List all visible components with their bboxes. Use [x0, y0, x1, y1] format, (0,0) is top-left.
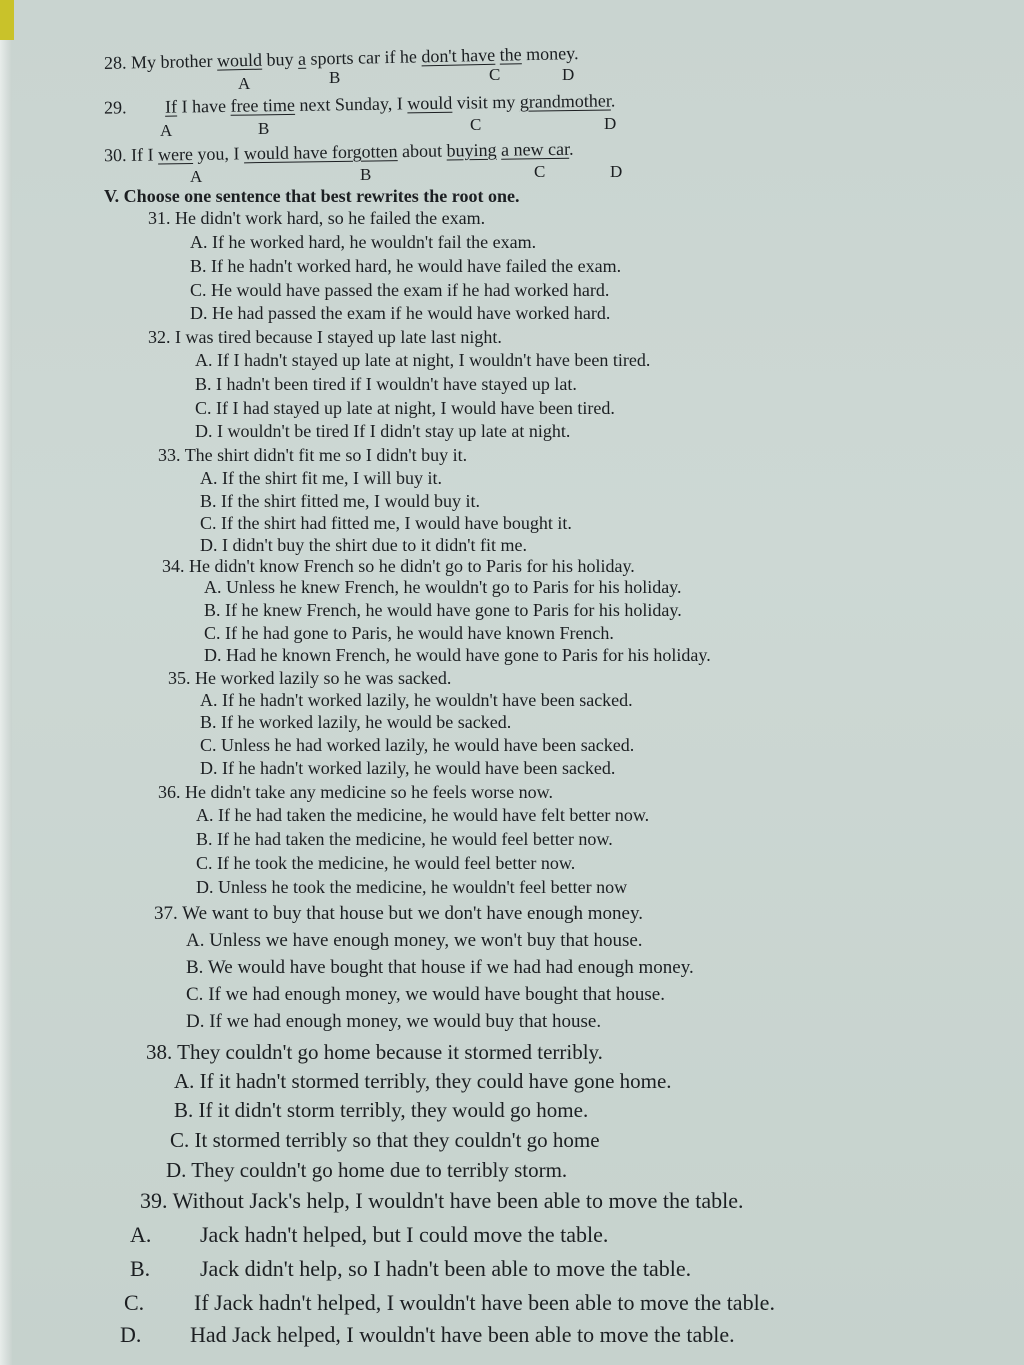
option-35c [200, 735, 634, 756]
underlined-b: a [297, 48, 307, 69]
question-number: 39. [140, 1188, 168, 1213]
option-36c [196, 853, 575, 874]
option-35a [200, 690, 633, 711]
underlined-b: would have forgotten [243, 141, 398, 164]
option-36a [196, 805, 649, 826]
text-segment: money. [521, 43, 579, 65]
underlined-a: were [157, 144, 194, 165]
option-letter: D. [190, 303, 208, 323]
question-34 [162, 556, 635, 577]
question-32 [148, 327, 502, 348]
option-letter: B. [186, 957, 204, 978]
option-text: If we had enough money, we would buy that house. [209, 1011, 602, 1032]
option-39b [130, 1256, 691, 1282]
option-letter: B. [130, 1256, 151, 1281]
option-text: I wouldn't be tired If I didn't stay up late at night. [217, 421, 571, 441]
option-text: Unless he took the medicine, he wouldn't feel better now [218, 877, 628, 897]
option-text: If he had gone to Paris, he would have known French. [225, 623, 614, 643]
option-39c [124, 1290, 775, 1316]
option-33b [200, 491, 480, 512]
option-letter: A. [200, 690, 218, 710]
option-text: It stormed terribly so that they couldn't go home [194, 1128, 600, 1152]
option-text: If he hadn't worked lazily, he wouldn't have been sacked. [222, 690, 633, 710]
option-letter: C. [195, 398, 212, 418]
option-text: I didn't buy the shirt due to it didn't fit me. [222, 535, 527, 555]
error-item-28 [104, 43, 579, 74]
section-title: V. Choose one sentence that best rewrites the root one. [104, 186, 520, 206]
option-34b [204, 600, 682, 621]
option-letter: C. [200, 735, 217, 755]
option-32b [195, 374, 577, 395]
option-text: If we had enough money, we would have bought that house. [208, 984, 665, 1005]
text-segment: about [397, 140, 447, 162]
option-letter: A. [174, 1069, 195, 1093]
option-38d [166, 1158, 567, 1183]
option-letter: D. [186, 1011, 205, 1032]
option-text: We would have bought that house if we had had enough money. [207, 957, 694, 978]
option-33c [200, 513, 572, 534]
option-letter: D. [204, 645, 222, 665]
question-text: We want to buy that house but we don't have enough money. [182, 903, 643, 924]
option-text: If he hadn't worked lazily, he would have been sacked. [222, 758, 616, 778]
item-number: 28. [103, 52, 127, 73]
option-39d [120, 1322, 735, 1348]
option-letter: B. [200, 712, 217, 732]
option-letter: D. [196, 877, 214, 897]
option-text: Unless he knew French, he wouldn't go to Paris for his holiday. [226, 577, 682, 597]
option-31b [190, 256, 621, 277]
option-letter: A. [190, 232, 208, 252]
option-letter: B. [200, 491, 217, 511]
question-text: I was tired because I stayed up late last night. [175, 327, 502, 347]
option-text: Unless we have enough money, we won't buy that house. [209, 930, 643, 951]
option-text: They couldn't go home due to terribly storm. [191, 1158, 568, 1182]
text-segment: buy [261, 48, 299, 70]
underlined-c: buying [446, 139, 497, 161]
question-text: He worked lazily so he was sacked. [195, 668, 452, 688]
option-text: If the shirt fit me, I will buy it. [222, 468, 442, 488]
option-34d [204, 645, 711, 666]
option-text: He had passed the exam if he would have worked hard. [212, 303, 611, 323]
option-36b [196, 829, 613, 850]
question-number: 37. [154, 903, 178, 924]
option-text: If he had taken the medicine, he would have felt better now. [218, 805, 650, 825]
option-letter: A. [200, 468, 218, 488]
label-d: D [604, 114, 617, 133]
text-segment: My brother [130, 50, 218, 73]
option-33d [200, 535, 527, 556]
label-a: A [190, 167, 203, 186]
question-number: 32. [148, 327, 171, 347]
option-32a [195, 350, 650, 371]
option-39a [130, 1222, 608, 1248]
option-35b [200, 712, 511, 733]
option-31a [190, 232, 536, 253]
text-segment: I have [176, 95, 231, 117]
option-letter: B. [196, 829, 213, 849]
option-32d [195, 421, 570, 442]
option-text: If he worked lazily, he would be sacked. [221, 712, 512, 732]
option-text: If the shirt fitted me, I would buy it. [221, 491, 480, 511]
text-segment: . [610, 90, 616, 111]
item-number: 29. [103, 97, 127, 118]
label-b: B [258, 119, 270, 138]
option-text: I hadn't been tired if I wouldn't have stayed up lat. [216, 374, 577, 394]
option-38a [174, 1069, 672, 1094]
option-37d [186, 1011, 601, 1033]
option-text: Had he known French, he would have gone to Paris for his holiday. [226, 645, 711, 665]
error-item-30 [104, 139, 574, 167]
option-text: If he hadn't worked hard, he would have failed the exam. [211, 256, 622, 276]
underlined-b: free time [230, 94, 296, 116]
option-text: If the shirt had fitted me, I would have bought it. [221, 513, 572, 533]
underlined-a: would [216, 49, 263, 71]
item-number: 30. [103, 144, 127, 166]
page-edge [0, 0, 12, 1365]
question-37 [154, 903, 643, 925]
text-segment: next Sunday, I [294, 93, 408, 115]
option-letter: C. [186, 984, 204, 1005]
question-text: Without Jack's help, I wouldn't have been able to move the table. [172, 1188, 744, 1213]
underlined-c: don't have [421, 44, 496, 67]
label-d: D [610, 162, 623, 181]
text-segment: visit my [452, 91, 520, 113]
label-c: C [470, 115, 482, 134]
option-letter: D. [200, 535, 218, 555]
option-letter: C. [170, 1128, 190, 1152]
option-32c [195, 398, 615, 419]
question-number: 35. [168, 668, 191, 688]
option-text: If he took the medicine, he would feel better now. [217, 853, 576, 873]
option-text: Had Jack helped, I wouldn't have been able to move the table. [190, 1322, 735, 1347]
option-letter: D. [195, 421, 213, 441]
question-number: 38. [146, 1040, 173, 1064]
question-number: 36. [158, 782, 181, 802]
label-c: C [534, 162, 546, 181]
question-text: They couldn't go home because it stormed terribly. [177, 1040, 603, 1064]
option-letter: C. [196, 853, 213, 873]
question-text: He didn't work hard, so he failed the exam. [175, 208, 486, 228]
label-c: C [489, 65, 501, 84]
label-a: A [160, 121, 173, 140]
option-38c [170, 1128, 600, 1153]
option-letter: B. [195, 374, 212, 394]
option-letter: B. [174, 1098, 194, 1122]
option-36d [196, 877, 627, 898]
underlined-a: If [164, 96, 178, 117]
question-31 [148, 208, 485, 229]
question-39 [140, 1188, 744, 1214]
label-b: B [329, 68, 341, 87]
option-text: If I hadn't stayed up late at night, I wouldn't have been tired. [217, 350, 651, 370]
option-text: If he worked hard, he wouldn't fail the exam. [212, 232, 537, 252]
option-38b [174, 1098, 588, 1123]
option-31c [190, 280, 609, 301]
question-36 [158, 782, 553, 803]
option-text: If it didn't storm terribly, they would go home. [198, 1098, 589, 1122]
option-letter: B. [204, 600, 221, 620]
option-letter: C. [204, 623, 221, 643]
option-letter: A. [196, 805, 214, 825]
error-item-29 [104, 90, 616, 118]
question-33 [158, 445, 467, 466]
option-text: If it hadn't stormed terribly, they could have gone home. [199, 1069, 672, 1093]
option-35d [200, 758, 615, 779]
option-letter: A. [130, 1222, 152, 1247]
option-text: If he had taken the medicine, he would feel better now. [217, 829, 613, 849]
text-segment: If I [130, 144, 159, 165]
option-letter: A. [195, 350, 213, 370]
label-d: D [562, 65, 575, 84]
option-text: If Jack hadn't helped, I wouldn't have been able to move the table. [194, 1290, 775, 1315]
underlined-c: would [407, 92, 453, 114]
question-number: 34. [162, 556, 185, 576]
question-35 [168, 668, 451, 689]
option-text: He would have passed the exam if he had worked hard. [211, 280, 610, 300]
option-letter: C. [190, 280, 207, 300]
option-text: If I had stayed up late at night, I would have been tired. [216, 398, 615, 418]
text-segment: . [568, 138, 574, 159]
option-34c [204, 623, 614, 644]
option-text: If he knew French, he would have gone to Paris for his holiday. [225, 600, 682, 620]
option-letter: B. [190, 256, 207, 276]
option-letter: D. [120, 1322, 142, 1347]
label-b: B [360, 165, 372, 184]
underlined-d: the [499, 44, 522, 65]
option-letter: A. [204, 577, 222, 597]
option-34a [204, 577, 682, 598]
question-text: He didn't know French so he didn't go to Paris for his holiday. [189, 556, 635, 576]
option-33a [200, 468, 442, 489]
underlined-d: grandmother [519, 90, 611, 112]
question-text: He didn't take any medicine so he feels worse now. [185, 782, 553, 802]
question-number: 33. [158, 445, 181, 465]
text-segment: sports car if he [305, 46, 422, 69]
option-letter: C. [124, 1290, 145, 1315]
label-a: A [238, 74, 251, 93]
corner-tab [0, 0, 14, 40]
option-31d [190, 303, 610, 324]
question-text: The shirt didn't fit me so I didn't buy it. [184, 445, 468, 465]
option-37c [186, 984, 665, 1006]
text-segment: you, I [192, 143, 245, 165]
option-37a [186, 930, 643, 952]
option-letter: D. [200, 758, 218, 778]
option-text: Jack hadn't helped, but I could move the table. [200, 1222, 609, 1247]
underlined-d: a new car [500, 138, 570, 160]
option-letter: A. [186, 930, 205, 951]
question-number: 31. [148, 208, 171, 228]
option-letter: D. [166, 1158, 187, 1182]
question-38 [146, 1040, 603, 1065]
option-text: Jack didn't help, so I hadn't been able to move the table. [200, 1256, 692, 1281]
option-letter: C. [200, 513, 217, 533]
option-37b [186, 957, 694, 979]
option-text: Unless he had worked lazily, he would have been sacked. [221, 735, 635, 755]
